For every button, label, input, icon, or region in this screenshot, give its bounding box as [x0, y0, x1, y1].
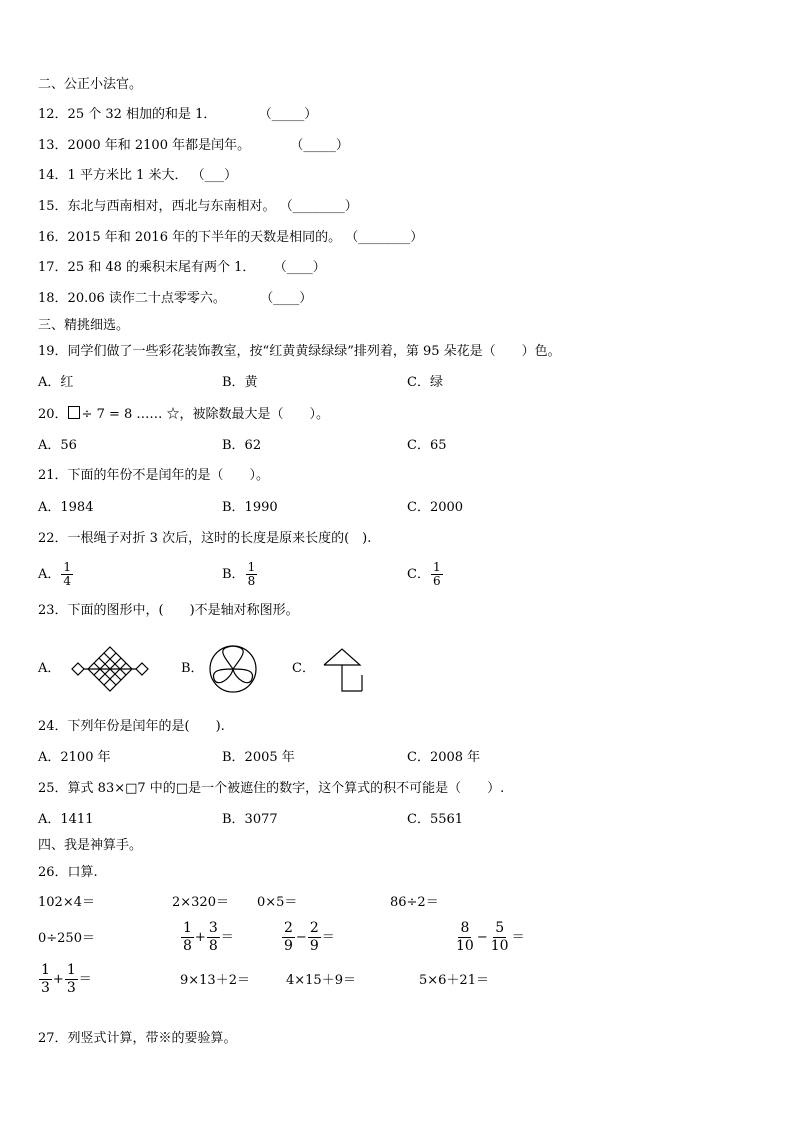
- question-26: 26．口算.: [38, 865, 98, 880]
- option-22-a[interactable]: [38, 561, 74, 588]
- option-22-a-label: A．: [38, 567, 61, 582]
- question-12: [38, 107, 317, 123]
- question-19: 19．同学们做了一些彩花装饰教室，按“红黄黄绿绿绿”排列着，第 95 朵花是（ ）色。: [38, 344, 561, 359]
- answer-blank-18[interactable]: （____）: [260, 291, 313, 306]
- calc-4x15plus9: 4×15＋9＝: [286, 973, 356, 988]
- question-17-text: 17．25 和 48 的乘积末尾有两个 1．: [38, 260, 256, 275]
- option-21-c[interactable]: C．2000: [407, 500, 464, 515]
- question-12-text: 12．25 个 32 相加的和是 1．: [38, 107, 217, 122]
- question-22: 22．一根绳子对折 3 次后，这时的长度是原来长度的( ).: [38, 531, 372, 546]
- calc-102x4: 102×4＝: [38, 895, 95, 910]
- option-20-b[interactable]: B．62: [222, 438, 262, 453]
- answer-blank-17[interactable]: （____）: [273, 260, 326, 275]
- question-16-text: 16．2015 年和 2016 年的下半年的天数是相同的。: [38, 230, 342, 245]
- option-22-c-label: C．: [407, 567, 430, 582]
- question-18-text: 18．20.06 读作二十点零零六。: [38, 291, 226, 306]
- arrow-shape-figure: [322, 647, 364, 693]
- square-box-icon: [68, 406, 80, 419]
- option-21-b[interactable]: B．1990: [222, 500, 278, 515]
- option-19-b[interactable]: B．黄: [222, 375, 258, 390]
- option-22-c[interactable]: [407, 561, 444, 588]
- option-23-c[interactable]: C．: [292, 661, 315, 676]
- question-14: [38, 168, 237, 184]
- question-17: [38, 260, 326, 276]
- option-22-b-label: B．: [222, 567, 245, 582]
- question-14-text: 14．1 平方米比 1 米大．: [38, 168, 188, 183]
- answer-blank-16[interactable]: （________）: [345, 230, 424, 245]
- question-27: 27．列竖式计算，带※的要验算。: [38, 1031, 237, 1046]
- question-25: 25．算式 83×□7 中的□是一个被遮住的数字，这个算式的积不可能是（ ）.: [38, 781, 505, 796]
- question-15: [38, 199, 358, 215]
- section-4-title: 四、我是神算手。: [38, 838, 143, 853]
- question-20-number: 20．: [38, 407, 68, 422]
- question-20-text: ÷ 7 = 8 …… ☆，被除数最大是（ ）。: [81, 407, 330, 422]
- option-25-c[interactable]: C．5561: [407, 812, 464, 827]
- answer-blank-14[interactable]: （___）: [191, 168, 238, 183]
- answer-blank-12[interactable]: （_____）: [258, 107, 318, 122]
- fraction: $\frac{1}{6}$: [432, 560, 441, 588]
- knot-pattern-figure: [70, 645, 150, 693]
- option-19-a[interactable]: A．红: [38, 375, 74, 390]
- question-24: 24．下列年份是闰年的是( ).: [38, 719, 225, 734]
- option-20-a[interactable]: A．56: [38, 438, 77, 453]
- option-25-b[interactable]: B．3077: [222, 812, 278, 827]
- question-18: [38, 291, 312, 307]
- calc-9x13plus2: 9×13＋2＝: [180, 973, 250, 988]
- option-21-a[interactable]: A．1984: [38, 500, 94, 515]
- section-2-title: 二、公正小法官。: [38, 77, 143, 92]
- circle-petals-figure: [207, 644, 259, 694]
- question-13: [38, 138, 349, 154]
- question-16: [38, 230, 423, 246]
- calc-86div2: 86÷2＝: [390, 895, 439, 910]
- calc-fraction-sum-2: $\frac{1}{3}$ + $\frac{1}{3}$ ＝: [41, 962, 92, 996]
- option-20-c[interactable]: C．65: [407, 438, 447, 453]
- fraction: $\frac{1}{4}$: [63, 560, 72, 588]
- calc-fraction-diff-1: $\frac{2}{9}$ − $\frac{2}{9}$ ＝: [284, 920, 335, 954]
- calc-fraction-sum-1: $\frac{1}{8}$ + $\frac{3}{8}$ ＝: [183, 920, 234, 954]
- calc-2x320: 2×320＝: [172, 895, 229, 910]
- calc-0x5: 0×5＝: [257, 895, 298, 910]
- question-23: 23．下面的图形中，( )不是轴对称图形。: [38, 603, 299, 618]
- option-23-a[interactable]: A．: [38, 661, 61, 676]
- option-19-c[interactable]: C．绿: [407, 375, 443, 390]
- question-13-text: 13．2000 年和 2100 年都是闰年。: [38, 138, 251, 153]
- question-21: 21．下面的年份不是闰年的是（ ）。: [38, 468, 270, 483]
- option-24-b[interactable]: B．2005 年: [222, 750, 295, 765]
- option-24-a[interactable]: A．2100 年: [38, 750, 111, 765]
- calc-0div250: 0÷250＝: [38, 931, 95, 946]
- option-25-a[interactable]: A．1411: [38, 812, 94, 827]
- answer-blank-13[interactable]: （_____）: [290, 138, 349, 153]
- calc-5x6plus21: 5×6＋21＝: [419, 973, 489, 988]
- question-20: [38, 406, 329, 423]
- option-24-c[interactable]: C．2008 年: [407, 750, 481, 765]
- calc-fraction-diff-2: $\frac{8}{10}$ − $\frac{5}{10}$ ＝: [456, 920, 525, 954]
- option-22-b[interactable]: [222, 561, 258, 588]
- option-23-b[interactable]: B．: [181, 661, 204, 676]
- fraction: $\frac{1}{8}$: [247, 560, 256, 588]
- section-3-title: 三、精挑细选。: [38, 318, 130, 333]
- answer-blank-15[interactable]: （________）: [279, 199, 358, 214]
- question-15-text: 15．东北与西南相对，西北与东南相对。: [38, 199, 276, 214]
